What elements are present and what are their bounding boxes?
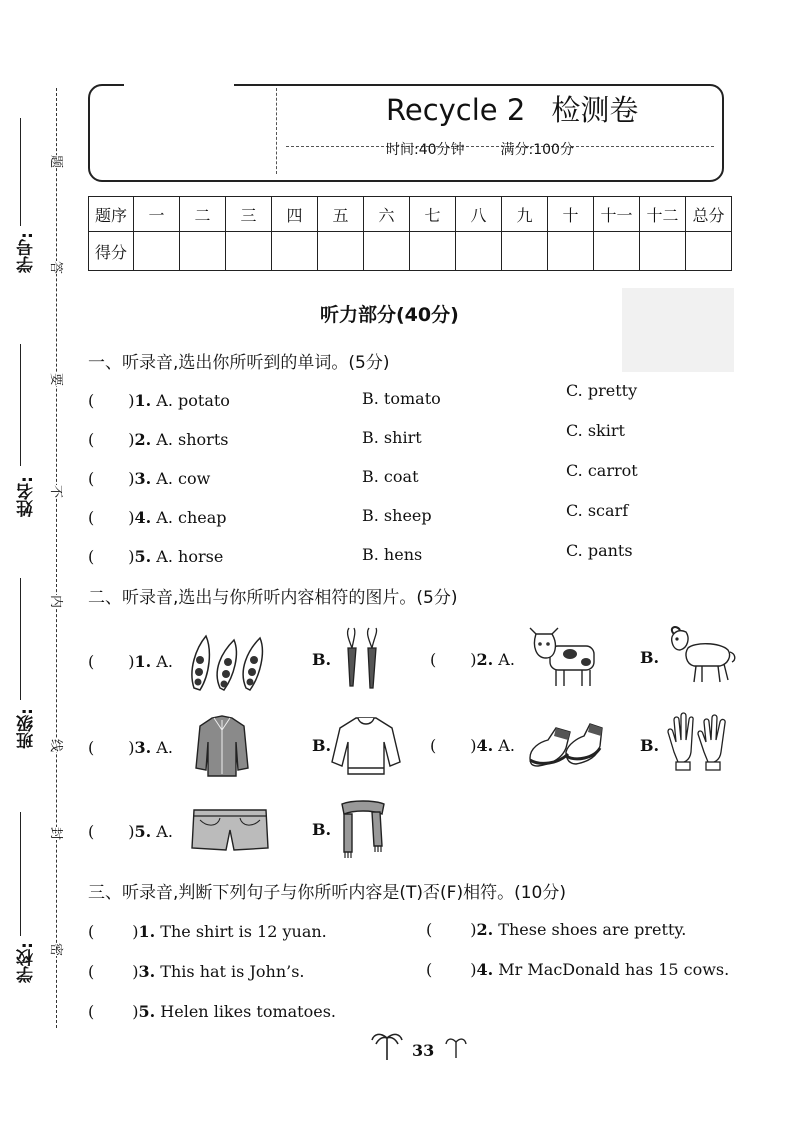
class-label: 班级: [17, 708, 37, 749]
answer-blank[interactable]: ( )4. A. [430, 736, 515, 755]
column-header: 一 [134, 197, 180, 232]
full-score: 满分:100分 [500, 142, 574, 158]
answer-blank[interactable]: ( )3. A. [88, 738, 173, 757]
column-header: 六 [364, 197, 410, 232]
column-header: 八 [456, 197, 502, 232]
column-header: 四 [272, 197, 318, 232]
sheep-icon[interactable] [664, 624, 738, 686]
answer-blank[interactable]: ( )1. A. potato [88, 391, 230, 410]
student-id-blank [20, 118, 21, 226]
listening-part-title: 听力部分(40分) [320, 304, 459, 326]
column-header: 十 [548, 197, 594, 232]
score-cell[interactable] [134, 232, 180, 271]
school-blank [20, 812, 21, 936]
scarf-icon[interactable] [334, 798, 390, 860]
palm-tree-icon [370, 1030, 404, 1062]
peas-icon[interactable] [186, 630, 270, 692]
column-header: 九 [502, 197, 548, 232]
answer-blank[interactable]: ( )1. The shirt is 12 yuan. [88, 922, 327, 941]
score-cell[interactable] [226, 232, 272, 271]
section1-title: 一、听录音,选出你所听到的单词。(5分) [88, 353, 390, 373]
score-cell[interactable] [456, 232, 502, 271]
page-number: 33 [412, 1041, 435, 1060]
seal-char: 要 [46, 373, 69, 386]
option-c: C. pretty [566, 381, 638, 400]
title-en: Recycle 2 [386, 93, 526, 127]
option-b: B. [640, 736, 660, 755]
option-c: C. carrot [566, 461, 638, 480]
answer-blank[interactable]: ( )4. A. cheap [88, 508, 227, 527]
score-cell[interactable] [180, 232, 226, 271]
seal-char: 线 [46, 739, 69, 752]
carrots-icon[interactable] [340, 626, 386, 690]
sweater-icon[interactable] [330, 714, 402, 776]
option-b: B. hens [362, 545, 423, 564]
name-label: 姓名: [17, 476, 37, 517]
score-cell[interactable] [318, 232, 364, 271]
answer-blank[interactable]: ( )1. A. [88, 652, 173, 671]
option-b: B. [640, 648, 660, 667]
seal-char: 内 [46, 595, 69, 608]
answer-blank[interactable]: ( )5. Helen likes tomatoes. [88, 1002, 336, 1021]
answer-blank[interactable]: ( )4. Mr MacDonald has 15 cows. [426, 960, 730, 979]
answer-blank[interactable]: ( )3. This hat is John’s. [88, 962, 305, 981]
section3-title: 三、听录音,判断下列句子与你所听内容是(T)否(F)相符。(10分) [88, 883, 566, 903]
row-label: 得分 [89, 232, 134, 271]
column-header: 总分 [686, 197, 732, 232]
option-b: B. tomato [362, 389, 441, 408]
option-b: B. [312, 820, 332, 839]
column-header: 三 [226, 197, 272, 232]
section2-title: 二、听录音,选出与你所听内容相符的图片。(5分) [88, 588, 458, 608]
seal-char: 答 [46, 261, 69, 274]
seal-char: 题 [46, 155, 69, 168]
student-id-label: 学号: [17, 232, 37, 273]
column-header: 十一 [594, 197, 640, 232]
name-blank [20, 344, 21, 466]
seal-char: 封 [46, 827, 69, 840]
score-cell[interactable] [594, 232, 640, 271]
row-label: 题序 [89, 197, 134, 232]
answer-blank[interactable]: ( )2. A. shorts [88, 430, 229, 449]
score-cell[interactable] [502, 232, 548, 271]
answer-blank[interactable]: ( )5. A. horse [88, 547, 224, 566]
score-cell[interactable] [548, 232, 594, 271]
gloves-icon[interactable] [664, 712, 728, 774]
shorts-icon[interactable] [190, 806, 270, 856]
column-header: 七 [410, 197, 456, 232]
option-b: B. [312, 736, 332, 755]
option-b: B. shirt [362, 428, 422, 447]
shoes-icon[interactable] [526, 718, 606, 774]
column-header: 十二 [640, 197, 686, 232]
column-header: 五 [318, 197, 364, 232]
time-limit: 时间:40分钟 [386, 142, 465, 158]
answer-blank[interactable]: ( )2. A. [430, 650, 515, 669]
column-header: 二 [180, 197, 226, 232]
score-table [88, 196, 732, 271]
option-c: C. pants [566, 541, 633, 560]
score-cell[interactable] [364, 232, 410, 271]
option-b: B. [312, 650, 332, 669]
score-cell[interactable] [686, 232, 732, 271]
exam-info [386, 139, 574, 159]
seal-char: 密 [46, 943, 69, 956]
score-cell[interactable] [410, 232, 456, 271]
score-cell[interactable] [272, 232, 318, 271]
option-c: C. scarf [566, 501, 629, 520]
class-blank [20, 578, 21, 700]
option-b: B. sheep [362, 506, 432, 525]
seal-char: 不 [46, 485, 69, 498]
seal-line [56, 88, 57, 1028]
title-cn: 检测卷 [551, 93, 639, 127]
option-c: C. skirt [566, 421, 625, 440]
score-cell[interactable] [640, 232, 686, 271]
palm-tree-icon [444, 1036, 468, 1060]
page-title [386, 88, 638, 129]
answer-blank[interactable]: ( )2. These shoes are pretty. [426, 920, 687, 939]
answer-blank[interactable]: ( )3. A. cow [88, 469, 211, 488]
coat-icon[interactable] [194, 712, 250, 778]
answer-blank[interactable]: ( )5. A. [88, 822, 173, 841]
cow-icon[interactable] [528, 624, 604, 690]
option-b: B. coat [362, 467, 419, 486]
school-label: 学校: [17, 942, 37, 983]
